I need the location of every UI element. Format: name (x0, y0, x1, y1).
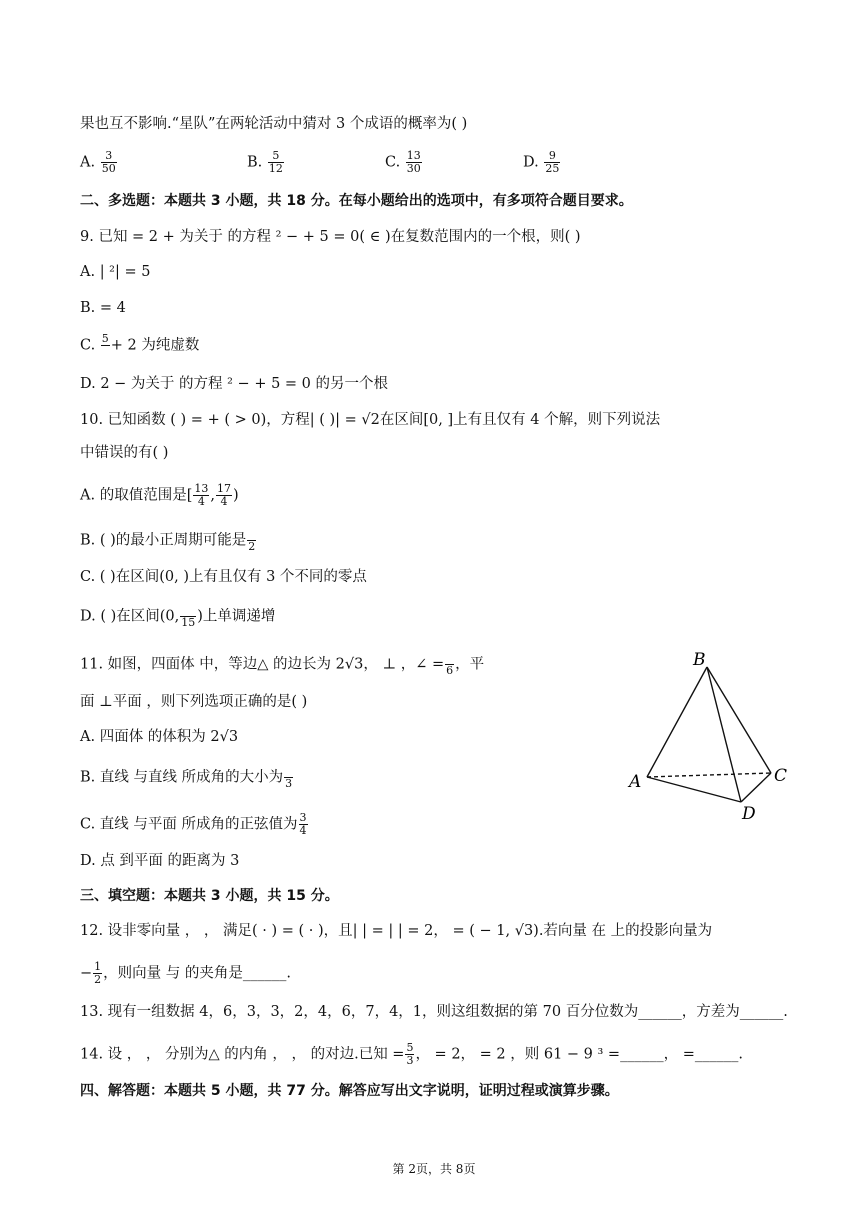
q10-option-d: D. ( )在区间(0, 15 )上单调递增 (80, 604, 275, 629)
section-heading-fill-in: 三、填空题：本题共 3 小题，共 15 分。 (80, 888, 339, 904)
q12-stem-line1: 12. 设非零向量 ， ， 满足( · ) = ( · )，且| | = | | = 2， = ( − 1, √3).若向量 在 上的投影向量为 (80, 923, 713, 939)
q11-stem-line1: 11. 如图，四面体 中，等边△ 的边长为 2√3， ⊥ ，∠ = 6 ，平 (80, 652, 484, 677)
q10-option-b: B. ( )的最小正周期可能是 2 (80, 528, 257, 553)
q10-option-c: C. ( )在区间(0, )上有且仅有 3 个不同的零点 (80, 569, 367, 585)
q9-option-b: B. = 4 (80, 300, 126, 316)
tetrahedron-figure (625, 645, 805, 825)
page-footer: 第 2页，共 8页 (392, 1162, 476, 1176)
edge-cd (741, 773, 771, 802)
q10-stem-line2: 中错误的有( ) (80, 445, 169, 461)
q9-stem: 9. 已知 = 2 + 为关于 的方程 ² − + 5 = 0( ∈ )在复数范围内的一个根，则( ) (80, 229, 581, 245)
vertex-label-c: C (774, 766, 788, 786)
q10-stem-line1: 10. 已知函数 ( ) = + ( > 0)，方程| ( )| = √2在区间[0, ]上有且仅有 4 个解，则下列说法 (80, 412, 661, 428)
edge-ab (647, 667, 707, 777)
edge-bc (707, 667, 771, 773)
q10-option-a: A. 的取值范围是[ $\frac{13}{4}$ , $\frac{17}{4}$ ) (80, 482, 239, 508)
section-heading-solutions: 四、解答题：本题共 5 小题，共 77 分。解答应写出文字说明，证明过程或演算步骤。 (80, 1083, 619, 1099)
q8-option-d: D. $\frac{9}{25}$ (523, 149, 560, 175)
q9-option-a: A. | ²| = 5 (80, 264, 151, 280)
q11-option-d: D. 点 到平面 的距离为 3 (80, 853, 240, 869)
q14-stem: 14. 设 ， ， 分别为△ 的内角 ， ， 的对边.已知 = $\frac{5}{3}$ ， = 2， = 2 ，则 61 − 9 ³ =______， =______. (80, 1041, 743, 1067)
q11-option-a: A. 四面体 的体积为 2√3 (80, 729, 239, 745)
edge-ac-hidden (647, 773, 771, 777)
section-heading-multiple-choice: 二、多选题：本题共 3 小题，共 18 分。在每小题给出的选项中，有多项符合题目要求。 (80, 193, 633, 209)
vertex-label-b: B (693, 650, 706, 670)
vertex-label-d: D (742, 804, 756, 824)
q12-stem-line2: − $\frac{1}{2}$ ，则向量 与 的夹角是______. (80, 960, 291, 986)
q9-option-c: C. 5 + 2 为纯虚数 (80, 332, 200, 354)
q11-option-b: B. 直线 与直线 所成角的大小为 3 (80, 765, 294, 790)
q11-stem-line2: 面 ⊥平面 ，则下列选项正确的是( ) (80, 694, 308, 710)
vertex-label-a: A (629, 772, 642, 792)
q8-option-c: C. $\frac{13}{30}$ (385, 149, 421, 175)
q9-option-d: D. 2 − 为关于 的方程 ² − + 5 = 0 的另一个根 (80, 376, 389, 392)
q8-option-a: A. $\frac{3}{50}$ (80, 149, 116, 175)
q13-stem: 13. 现有一组数据 4，6，3，3，2，4，6，7，4，1，则这组数据的第 70 百分位数为______，方差为______. (80, 1004, 788, 1020)
q8-option-b: B. $\frac{5}{12}$ (247, 149, 283, 175)
q11-option-c: C. 直线 与平面 所成角的正弦值为 $\frac{3}{4}$ (80, 811, 307, 837)
edge-bd (707, 667, 741, 802)
edge-ad (647, 777, 741, 802)
q8-stem-tail: 果也互不影响.“星队”在两轮活动中猜对 3 个成语的概率为( ) (80, 116, 468, 132)
